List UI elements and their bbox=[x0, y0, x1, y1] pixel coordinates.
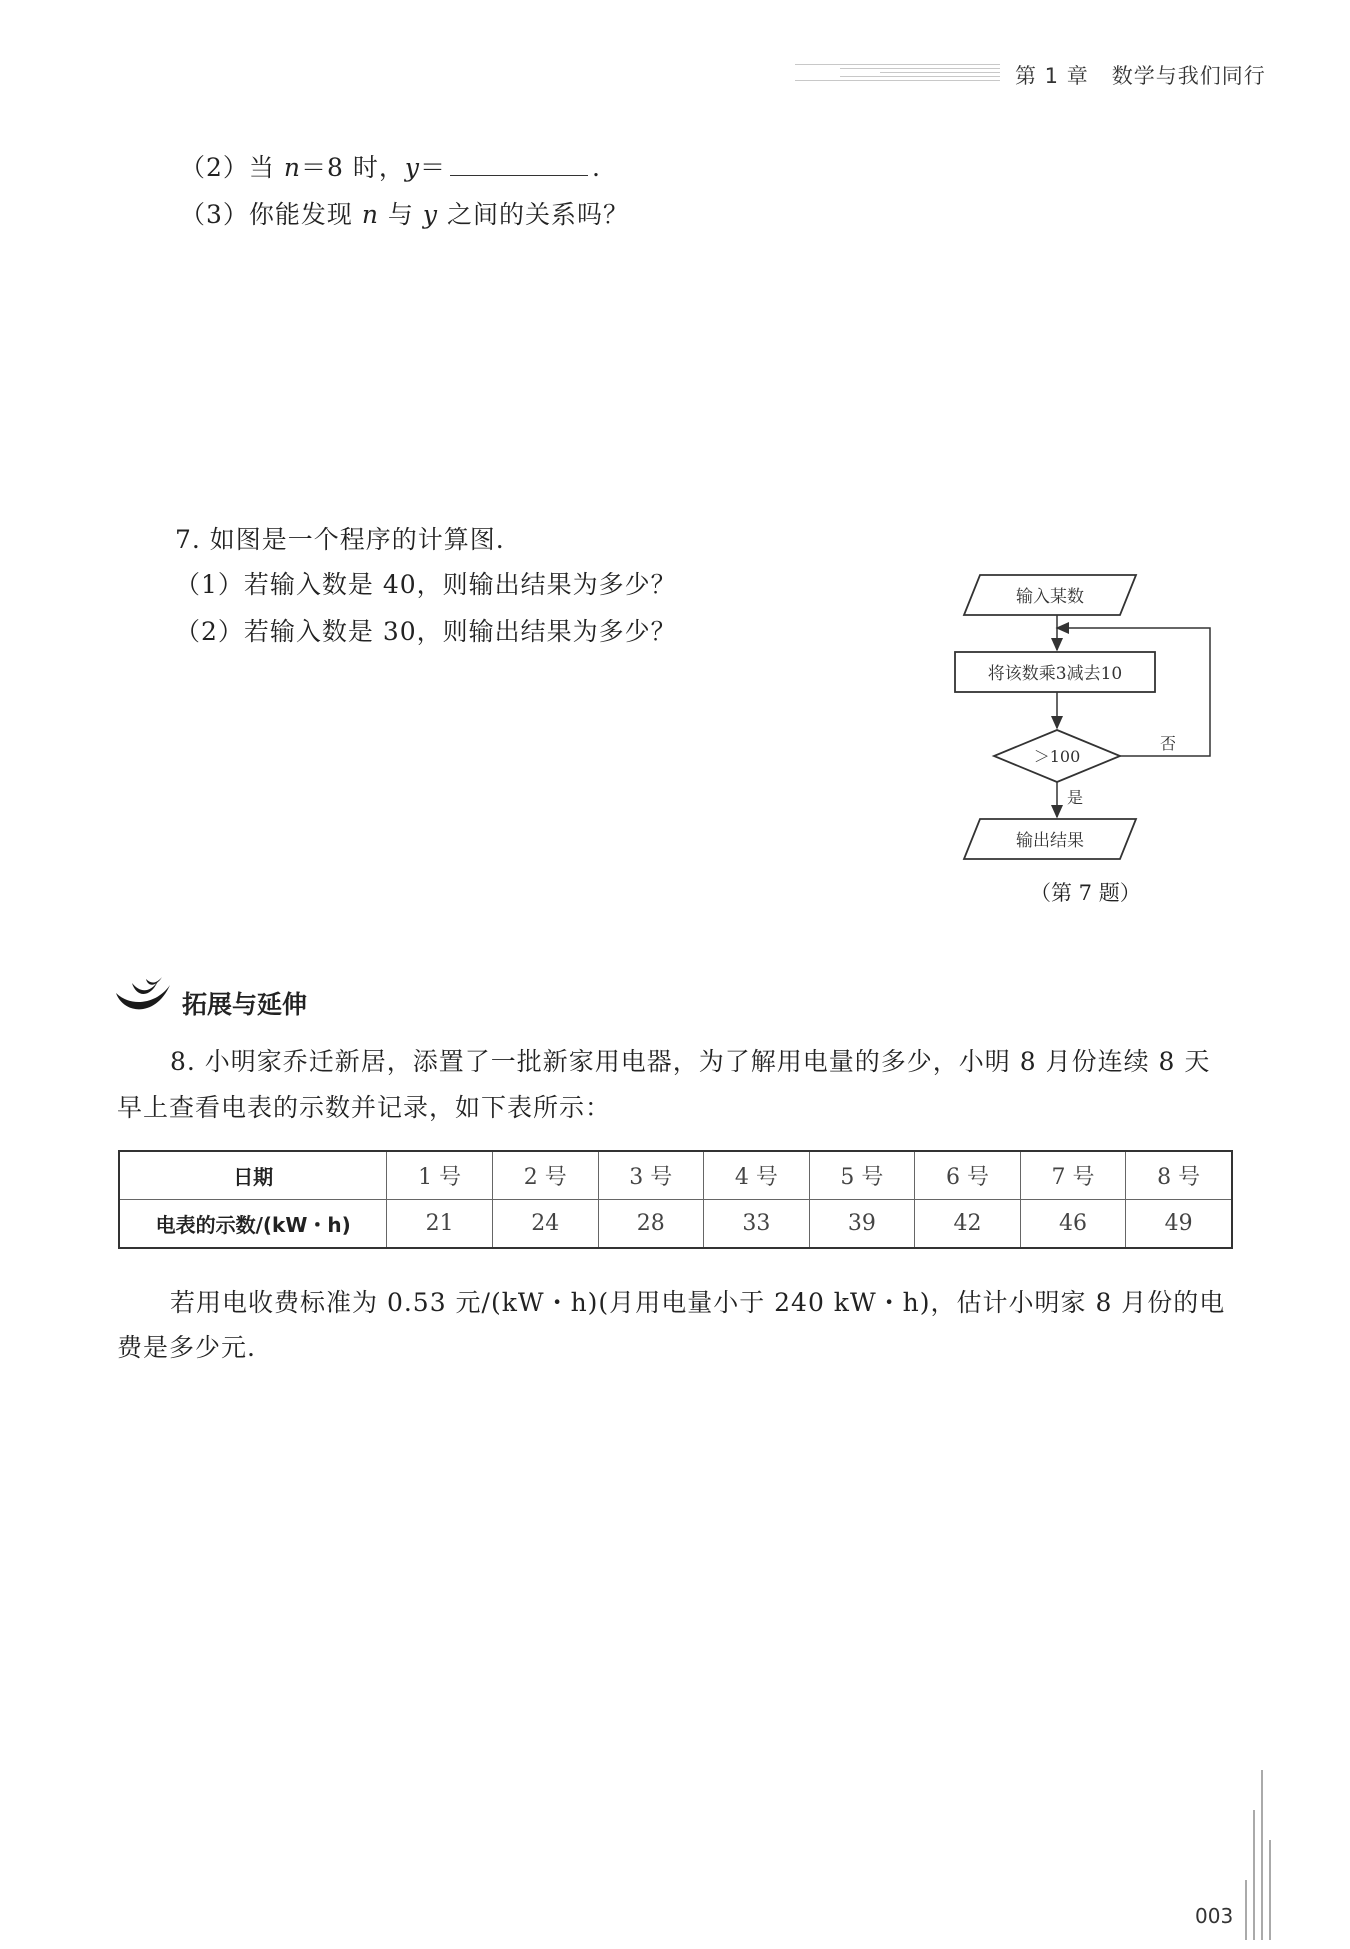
header-decoration bbox=[795, 62, 1000, 84]
problem8-line1: 8. 小明家乔迁新居，添置了一批新家用电器，为了解用电量的多少，小明 8 月份连续 8 天 bbox=[170, 1047, 1211, 1076]
table-cell: 21 bbox=[387, 1200, 493, 1249]
flowchart-diagram bbox=[940, 560, 1240, 880]
chapter-label: 第 1 章 bbox=[1015, 64, 1089, 88]
page-edge-decoration bbox=[1245, 1770, 1275, 1940]
problem8-line2: 早上查看电表的示数并记录，如下表所示： bbox=[117, 1093, 612, 1122]
table-cell: 3 号 bbox=[598, 1151, 704, 1200]
running-header bbox=[1015, 60, 1266, 90]
flow-process-label: 将该数乘3减去10 bbox=[987, 664, 1123, 684]
problem7-title: 7. 如图是一个程序的计算图. bbox=[175, 525, 505, 554]
table-cell: 6 号 bbox=[915, 1151, 1021, 1200]
table-cell: 5 号 bbox=[809, 1151, 915, 1200]
table-row bbox=[119, 1200, 1232, 1249]
table-cell: 8 号 bbox=[1126, 1151, 1232, 1200]
flow-yes-label: 是 bbox=[1066, 788, 1084, 807]
table-cell: 7 号 bbox=[1020, 1151, 1126, 1200]
chapter-title: 数学与我们同行 bbox=[1111, 64, 1266, 88]
flow-no-label: 否 bbox=[1159, 734, 1177, 753]
table-header-date: 日期 bbox=[119, 1151, 387, 1200]
answer-blank[interactable] bbox=[450, 151, 588, 176]
flow-output-label: 输出结果 bbox=[1016, 831, 1084, 851]
table-cell: 2 号 bbox=[492, 1151, 598, 1200]
table-cell: 24 bbox=[492, 1200, 598, 1249]
meter-readings-table bbox=[118, 1150, 1233, 1249]
problem8-question-line1: 若用电收费标准为 0.53 元/(kW・h)(月用电量小于 240 kW・h)，估计小明家 8 月份的电 bbox=[170, 1288, 1226, 1317]
flowchart-caption: （第 7 题） bbox=[1030, 881, 1141, 905]
table-cell: 46 bbox=[1020, 1200, 1126, 1249]
table-cell: 33 bbox=[704, 1200, 810, 1249]
table-cell: 49 bbox=[1126, 1200, 1232, 1249]
problem7-q2: （2）若输入数是 30，则输出结果为多少？ bbox=[175, 617, 677, 646]
table-cell: 28 bbox=[598, 1200, 704, 1249]
table-header-reading: 电表的示数/(kW・h) bbox=[119, 1200, 387, 1249]
problem8-question-line2: 费是多少元. bbox=[117, 1333, 256, 1362]
section-swoosh-icon bbox=[112, 975, 174, 1019]
section-title: 拓展与延伸 bbox=[182, 990, 308, 1019]
table-cell: 4 号 bbox=[704, 1151, 810, 1200]
flow-input-label: 输入某数 bbox=[1016, 587, 1084, 607]
problem6-q2: （2）当 n＝8 时，y＝ . bbox=[180, 153, 601, 182]
table-cell: 39 bbox=[809, 1200, 915, 1249]
problem7-q1: （1）若输入数是 40，则输出结果为多少？ bbox=[175, 570, 677, 599]
flow-condition-label: ＞100 bbox=[1033, 747, 1081, 766]
table-cell: 42 bbox=[915, 1200, 1021, 1249]
problem6-q3: （3）你能发现 n 与 y 之间的关系吗？ bbox=[180, 200, 629, 229]
table-cell: 1 号 bbox=[387, 1151, 493, 1200]
page-number: 003 bbox=[1195, 1904, 1234, 1928]
table-row bbox=[119, 1151, 1232, 1200]
